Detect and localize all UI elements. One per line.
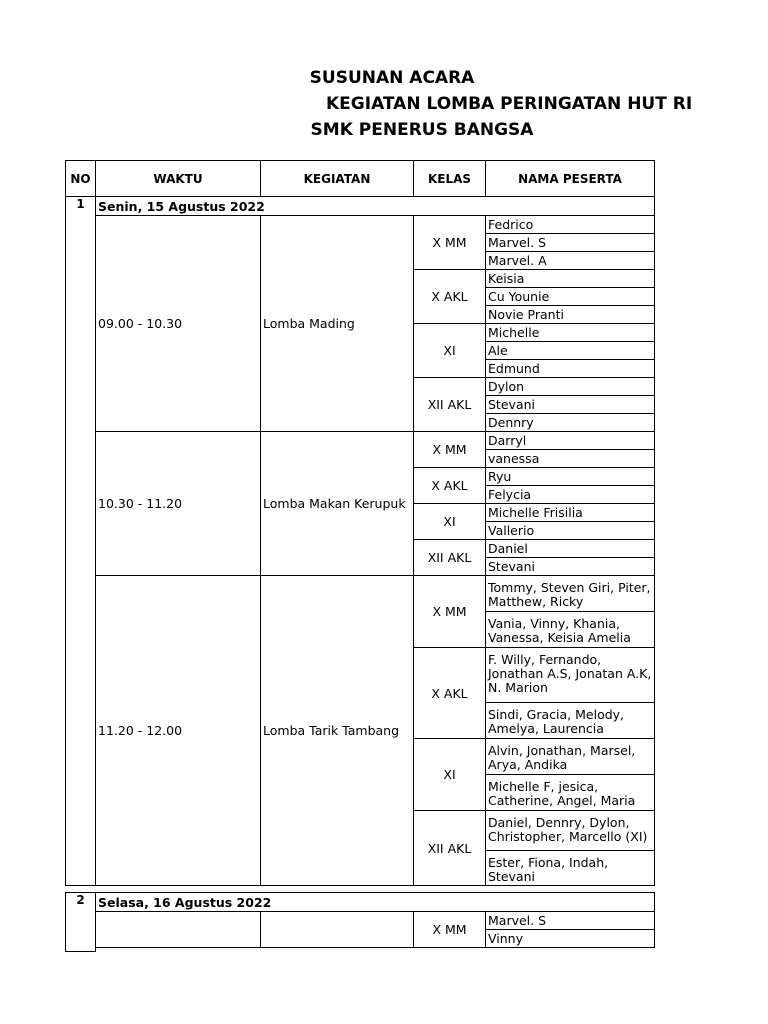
- participant-name: Novie Pranti: [485, 305, 655, 324]
- kelas-cell: X MM: [413, 431, 486, 468]
- participant-name: Dylon: [485, 377, 655, 396]
- participant-name: Alvin, Jonathan, Marsel, Arya, Andika: [485, 738, 655, 775]
- kelas-cell: XII AKL: [413, 810, 486, 886]
- kelas-cell: X MM: [413, 575, 486, 648]
- participant-name: Vinny: [485, 929, 655, 948]
- participant-name: Vania, Vinny, Khania, Vanessa, Keisia Amelia: [485, 611, 655, 648]
- header-kegiatan: KEGIATAN: [260, 160, 414, 197]
- waktu-cell: 11.20 - 12.00: [95, 575, 261, 886]
- participant-name: F. Willy, Fernando, Jonathan A.S, Jonatan A.K, N. Marion: [485, 647, 655, 703]
- participant-name: Edmund: [485, 359, 655, 378]
- title-line-1: SUSUNAN ACARA: [309, 68, 475, 88]
- kegiatan-cell: Lomba Tarik Tambang: [260, 575, 414, 886]
- kegiatan-cell: Lomba Makan Kerupuk: [260, 431, 414, 576]
- participant-name: Stevani: [485, 395, 655, 414]
- participant-name: Vallerio: [485, 521, 655, 540]
- participant-name: Ryu: [485, 467, 655, 486]
- participant-name: Tommy, Steven Giri, Piter, Matthew, Ricky: [485, 575, 655, 612]
- participant-name: Daniel, Dennry, Dylon, Christopher, Marcello (XI): [485, 810, 655, 851]
- waktu-cell: 09.00 - 10.30: [95, 215, 261, 432]
- participant-name: Ester, Fiona, Indah, Stevani: [485, 850, 655, 886]
- kelas-cell: XI: [413, 323, 486, 378]
- participant-name: Michelle F, jesica, Catherine, Angel, Maria: [485, 774, 655, 811]
- header-waktu: WAKTU: [95, 160, 261, 197]
- kegiatan-cell: [260, 911, 414, 948]
- participant-name: Felycia: [485, 485, 655, 504]
- title-line-3: SMK PENERUS BANGSA: [310, 120, 534, 140]
- participant-name: Dennry: [485, 413, 655, 432]
- kelas-cell: XII AKL: [413, 377, 486, 432]
- participant-name: Marvel. S: [485, 911, 655, 930]
- header-kelas: KELAS: [413, 160, 486, 197]
- kelas-cell: X AKL: [413, 269, 486, 324]
- day-date: Senin, 15 Agustus 2022: [95, 196, 655, 216]
- participant-name: vanessa: [485, 449, 655, 468]
- header-nama-peserta: NAMA PESERTA: [485, 160, 655, 197]
- kelas-cell: XI: [413, 503, 486, 540]
- kelas-cell: X MM: [413, 911, 486, 948]
- title-line-2: KEGIATAN LOMBA PERINGATAN HUT RI: [326, 94, 693, 114]
- kelas-cell: X AKL: [413, 647, 486, 739]
- participant-name: Fedrico: [485, 215, 655, 234]
- participant-name: Sindi, Gracia, Melody, Amelya, Laurencia: [485, 702, 655, 739]
- kelas-cell: XII AKL: [413, 539, 486, 576]
- day-number: 2: [65, 892, 96, 952]
- waktu-cell: [95, 911, 261, 948]
- participant-name: Keisia: [485, 269, 655, 288]
- participant-name: Marvel. A: [485, 251, 655, 270]
- participant-name: Darryl: [485, 431, 655, 450]
- participant-name: Michelle: [485, 323, 655, 342]
- kelas-cell: XI: [413, 738, 486, 811]
- day-number: 1: [65, 196, 96, 886]
- kelas-cell: X AKL: [413, 467, 486, 504]
- waktu-cell: 10.30 - 11.20: [95, 431, 261, 576]
- header-no: NO: [65, 160, 96, 197]
- participant-name: Stevani: [485, 557, 655, 576]
- participant-name: Cu Younie: [485, 287, 655, 306]
- participant-name: Ale: [485, 341, 655, 360]
- kelas-cell: X MM: [413, 215, 486, 270]
- kegiatan-cell: Lomba Mading: [260, 215, 414, 432]
- participant-name: Michelle Frisilia: [485, 503, 655, 522]
- participant-name: Marvel. S: [485, 233, 655, 252]
- day-date: Selasa, 16 Agustus 2022: [95, 892, 655, 912]
- participant-name: Daniel: [485, 539, 655, 558]
